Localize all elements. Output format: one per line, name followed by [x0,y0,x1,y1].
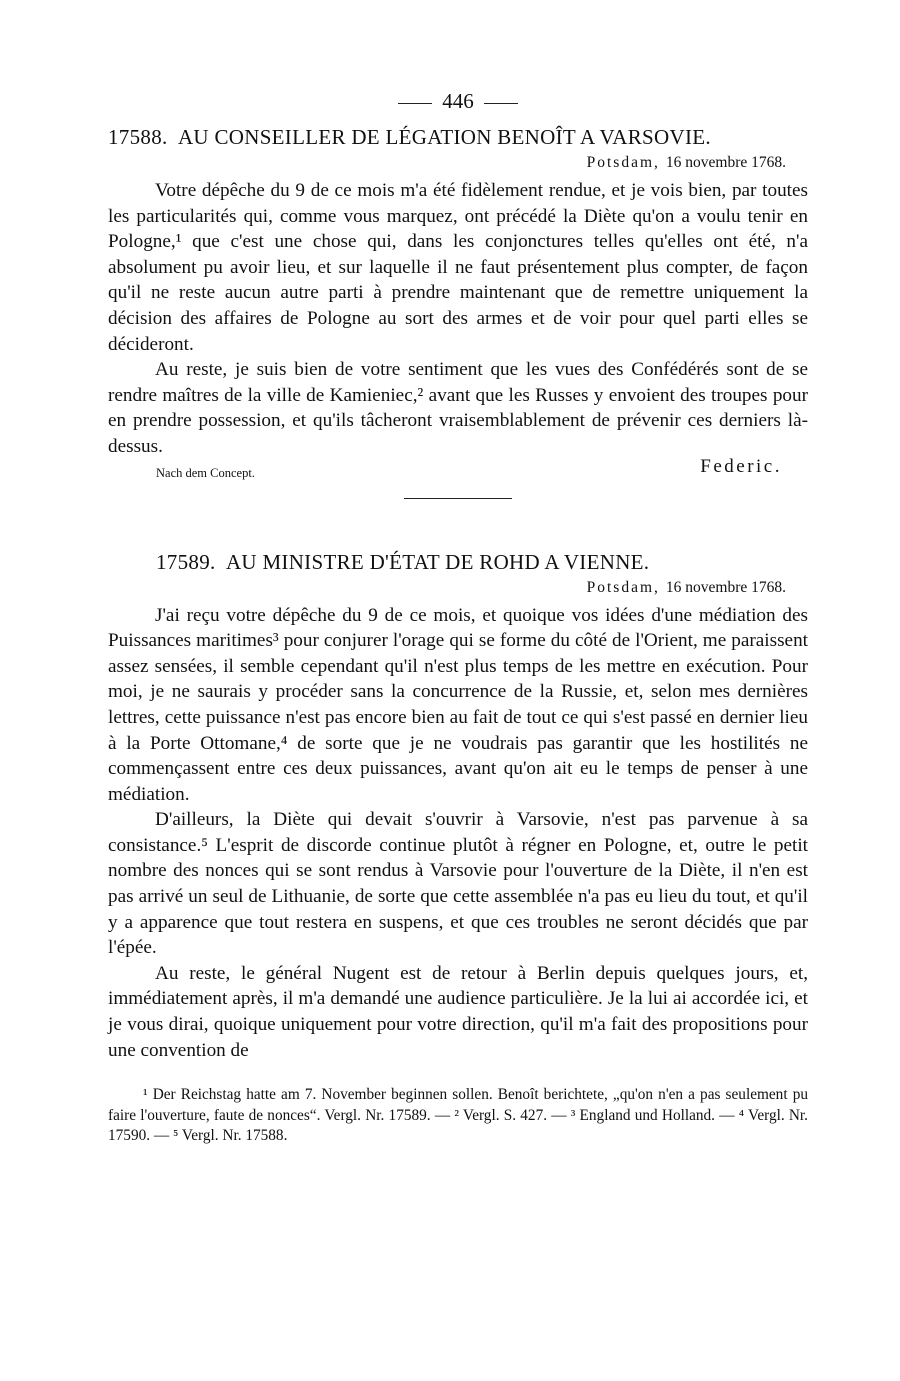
spacer [108,499,808,547]
letter-title: AU MINISTRE D'ÉTAT DE ROHD A VIENNE. [225,549,650,574]
letter-place: Potsdam, [586,578,660,596]
letter-dateline [108,152,808,174]
page-number: 446 [442,89,474,113]
dash-left [398,103,432,104]
letter-paragraph: D'ailleurs, la Diète qui devait s'ouvrir à Varsovie, n'est pas parvenue à sa consistance.⁵ L'esprit de discorde continue plutôt à régner en Pologne, et, outre le petit nombre des nonces qui se sont rendus à Varsovie pour l'ouverture de la Diète, il n'en est pas arrivé un seul de Lithuanie, de sorte que cette assemblée n'a pas eu lieu du tout, et qu'il y a apparence que tout restera en suspens, et que ces troubles ne seront décidés que par l'épée. [108,809,808,959]
letter-date: 16 novembre 1768. [665,578,786,596]
letter-number: 17589. [156,549,216,574]
footnote-text: ¹ Der Reichstag hatte am 7. November beginnen sollen. Benoît berichtete, „qu'on n'en a pas seulement pu faire l'ouverture, faute de nonces“. Vergl. Nr. 17589. — ² Vergl. S. 427. — ³ England und Holland. — ⁴ Vergl. Nr. 17590. — ⁵ Vergl. Nr. 17588. [108,1086,808,1145]
letter-date: 16 novembre 1768. [665,154,786,171]
letter-place: Potsdam, [586,154,660,171]
letter-heading [108,547,808,577]
signature: Federic. [700,455,782,477]
dash-right [484,103,518,104]
letter-heading [108,122,808,152]
letter-dateline [108,577,808,599]
page-number-header [108,84,808,118]
footnotes [108,1085,808,1147]
source-note: Nach dem Concept. [156,465,255,480]
letter-paragraph: J'ai reçu votre dépêche du 9 de ce mois, et quoique vos idées d'une médiation des Puissances maritimes³ pour conjurer l'orage qui se forme du côté de l'Orient, me paraissent assez sensées, il semble cependant qu'il n'est plus temps de les mettre en exécution. Pour moi, je ne saurais y procéder sans la concurrence de la Russie, et, selon mes dernières lettres, cette puissance n'est pas encore bien au fait de tout ce qui s'est passé en dernier lieu à la Porte Ottomane,⁴ de sorte que je ne voudrais pas garantir que les hostilités ne commençassent entre ces deux puissances, avant qu'on ait eu le temps de penser à une médiation. [108,604,808,805]
letter-paragraph: Au reste, le général Nugent est de retour à Berlin depuis quelques jours, et, immédiatement après, il m'a demandé une audience particulière. Je la lui ai accordée ici, et je vous dirai, quoique uniquement pour votre direction, qu'il m'a fait des propositions pour une convention de [108,962,808,1061]
letter-paragraph: Votre dépêche du 9 de ce mois m'a été fidèlement rendue, et je vois bien, par toutes les particularités qui, comme vous marquez, ont précédé la Diète qu'on a voulu tenir en Pologne,¹ que c'est une chose qui, dans les conjonctures telles qu'elles ont été, n'a absolument pu avoir lieu, et sur laquelle il ne faut présentement plus compter, de façon qu'il ne reste aucun autre parti à prendre maintenant que de remettre uniquement la décision des affaires de Pologne au sort des armes et de voir pour quel parti elles se décideront. [108,180,808,355]
signature-row [108,455,808,486]
letter-paragraph: Au reste, je suis bien de votre sentiment que les vues des Confédérés sont de se rendre maîtres de la ville de Kamieniec,² avant que les Russes y envoient des troupes pour en prendre possession, et qu'ils tâcheront vraisemblablement de prévenir ces derniers là-dessus. [108,359,808,457]
letter-number: 17588. [108,125,168,149]
document-page [108,84,808,1147]
letter-title: AU CONSEILLER DE LÉGATION BENOÎT A VARSOVIE. [177,125,711,149]
